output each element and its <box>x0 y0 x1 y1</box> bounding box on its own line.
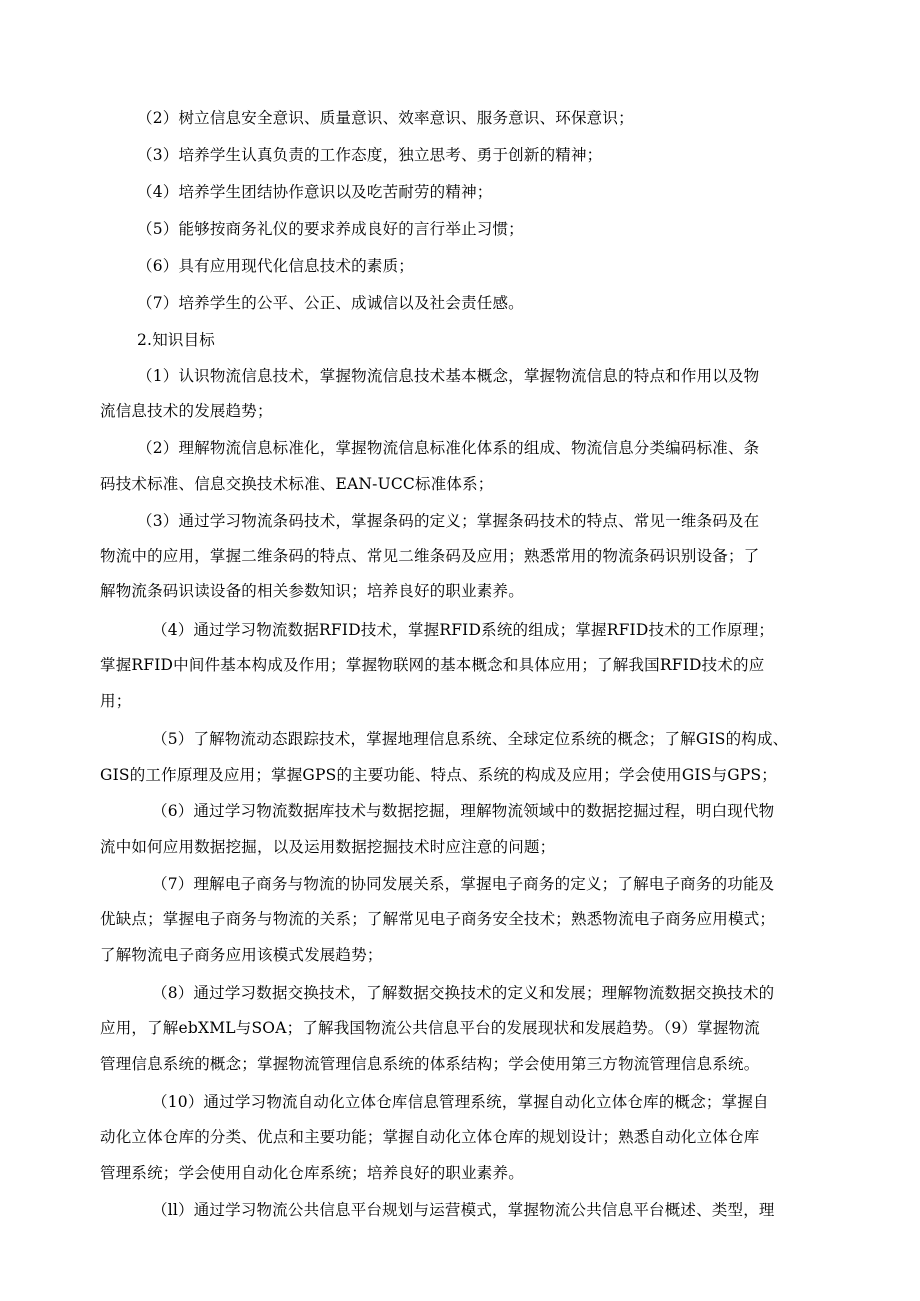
text-line: （8）通过学习数据交换技术，了解数据交换技术的定义和发展；理解物流数据交换技术的 <box>152 984 775 1002</box>
text-line: （4）通过学习物流数据RFID技术，掌握RFID系统的组成；掌握RFID技术的工作原理； <box>152 621 775 639</box>
text-line: 用； <box>100 692 132 710</box>
text-line: （5）了解物流动态跟踪技术，掌握地理信息系统、全球定位系统的概念；了解GIS的构成、 <box>152 730 789 748</box>
text-line: （5）能够按商务礼仪的要求养成良好的言行举止习惯； <box>137 220 524 238</box>
text-line: 物流中的应用，掌握二维条码的特点、常见二维条码及应用；熟悉常用的物流条码识别设备；了 <box>100 547 760 565</box>
text-line: 管理系统；学会使用自动化仓库系统；培养良好的职业素养。 <box>100 1164 524 1182</box>
text-line: （ll）通过学习物流公共信息平台规划与运营模式，掌握物流公共信息平台概述、类型，理 <box>152 1201 775 1219</box>
text-line: （7）培养学生的公平、公正、成诚信以及社会责任感。 <box>137 294 524 312</box>
text-line: GIS的工作原理及应用；掌握GPS的主要功能、特点、系统的构成及应用；学会使用GIS与GPS； <box>100 766 778 784</box>
text-line: （1）认识物流信息技术，掌握物流信息技术基本概念，掌握物流信息的特点和作用以及物 <box>137 367 760 385</box>
text-line: 优缺点；掌握电子商务与物流的关系；了解常见电子商务安全技术；熟悉物流电子商务应用模式； <box>100 910 776 928</box>
text-line: （2）树立信息安全意识、质量意识、效率意识、服务意识、环保意识； <box>137 109 634 127</box>
text-line: 管理信息系统的概念；掌握物流管理信息系统的体系结构；学会使用第三方物流管理信息系统。 <box>100 1055 760 1073</box>
text-line: 掌握RFID中间件基本构成及作用；掌握物联网的基本概念和具体应用；了解我国RFID技术的应 <box>100 656 765 674</box>
text-line: （6）通过学习物流数据库技术与数据挖掘，理解物流领域中的数据挖掘过程，明白现代物 <box>152 802 775 820</box>
text-line: （7）理解电子商务与物流的协同发展关系，掌握电子商务的定义；了解电子商务的功能及 <box>152 875 775 893</box>
text-line: 了解物流电子商务应用该模式发展趋势； <box>100 946 383 964</box>
text-line: 动化立体仓库的分类、优点和主要功能；掌握自动化立体仓库的规划设计；熟悉自动化立体仓库 <box>100 1128 760 1146</box>
section-heading: 2.知识目标 <box>137 331 215 349</box>
text-line: （6）具有应用现代化信息技术的素质； <box>137 257 414 275</box>
text-line: 流中如何应用数据挖掘，以及运用数据挖掘技术时应注意的问题； <box>100 838 556 856</box>
text-line: （3）通过学习物流条码技术，掌握条码的定义；掌握条码技术的特点、常见一维条码及在 <box>137 512 760 530</box>
text-line: 码技术标准、信息交换技术标准、EAN-UCC标准体系； <box>100 475 494 493</box>
text-line: （2）理解物流信息标准化，掌握物流信息标准化体系的组成、物流信息分类编码标准、条 <box>137 439 760 457</box>
text-line: 应用，了解ebXML与SOA；了解我国物流公共信息平台的发展现状和发展趋势。（9）掌握物流 <box>100 1019 760 1037</box>
text-line: （3）培养学生认真负责的工作态度，独立思考、勇于创新的精神； <box>137 146 603 164</box>
text-line: 流信息技术的发展趋势； <box>100 402 273 420</box>
text-line: （10）通过学习物流自动化立体仓库信息管理系统，掌握自动化立体仓库的概念；掌握自 <box>152 1093 769 1111</box>
text-line: （4）培养学生团结协作意识以及吃苦耐劳的精神； <box>137 183 493 201</box>
text-line: 解物流条码识读设备的相关参数知识；培养良好的职业素养。 <box>100 582 524 600</box>
